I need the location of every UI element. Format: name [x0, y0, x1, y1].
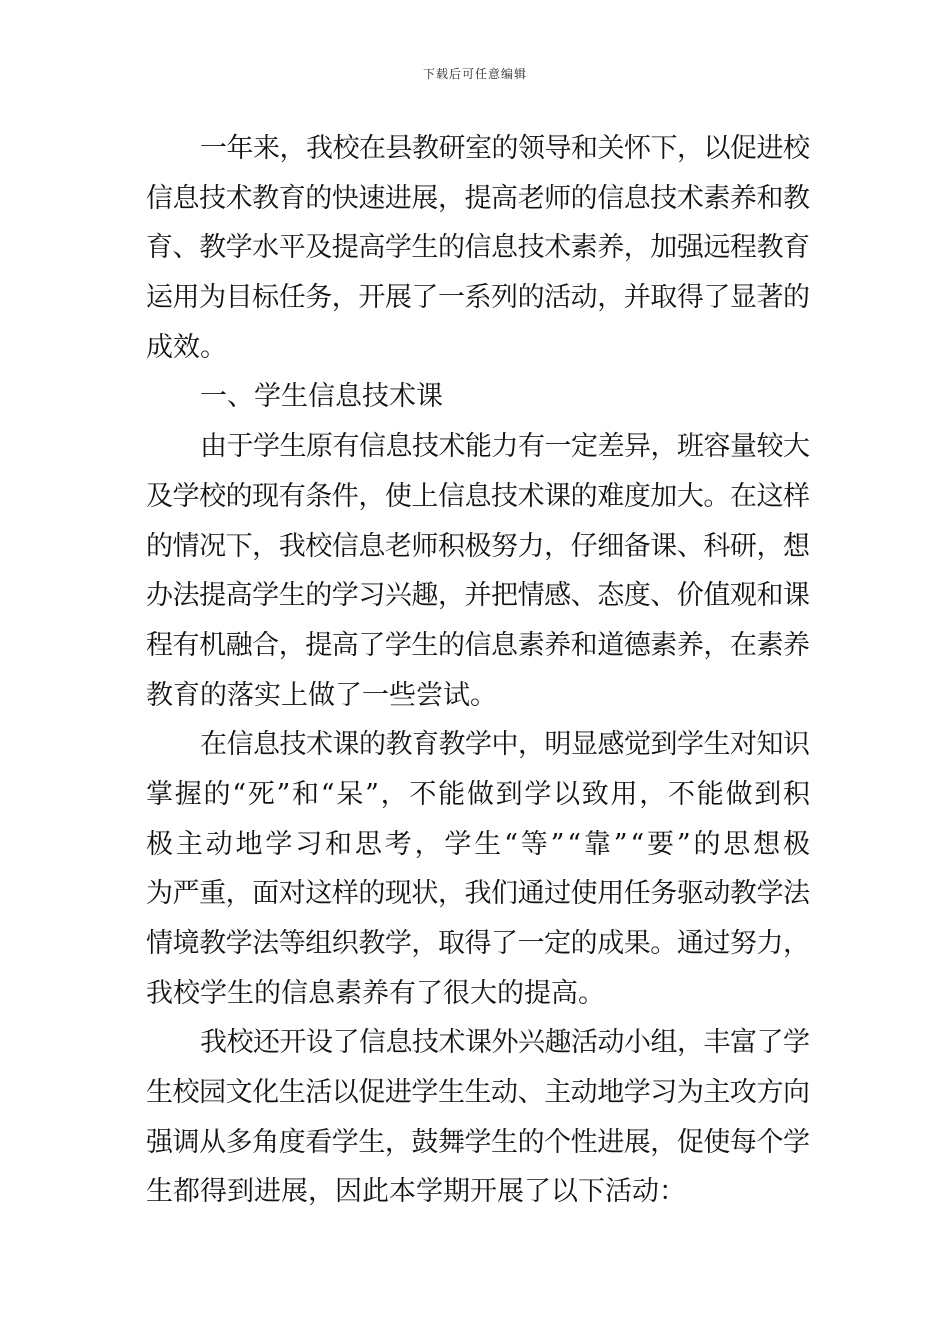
text-line: 一年来，我校在县教研室的领导和关怀下，以促进校: [200, 133, 810, 164]
text-line: 成效。: [146, 331, 227, 363]
text-line: 由于学生原有信息技术能力有一定差异，班容量较大: [200, 431, 810, 463]
text-line: 在信息技术课的教育教学中，明显感觉到学生对知识: [200, 729, 810, 761]
text-line: 信息技术教育的快速进展，提高老师的信息技术素养和教: [146, 182, 810, 214]
text-line: 我校还开设了信息技术课外兴趣活动小组，丰富了学: [200, 1027, 810, 1059]
text-line: 教育的落实上做了一些尝试。: [146, 679, 497, 711]
text-line: 生都得到进展，因此本学期开展了以下活动：: [146, 1176, 686, 1208]
text-line: 运用为目标任务，开展了一系列的活动，并取得了显著的: [146, 282, 810, 314]
text-line: 为严重，面对这样的现状，我们通过使用任务驱动教学法: [146, 878, 810, 910]
text-line: 极主动地学习和思考，学生“等”“靠”“要”的思想极: [146, 828, 813, 860]
body-text: [146, 124, 813, 1217]
text-line: 育、教学水平及提高学生的信息技术素养，加强远程教育: [146, 232, 810, 264]
text-line: 生校园文化生活以促进学生生动、主动地学习为主攻方向: [146, 1077, 810, 1109]
text-line: 情境教学法等组织教学，取得了一定的成果。通过努力，: [146, 928, 810, 959]
text-line: 办法提高学生的学习兴趣，并把情感、态度、价值观和课: [146, 580, 810, 612]
text-line: 的情况下，我校信息老师积极努力，仔细备课、科研，想: [146, 530, 810, 562]
text-line: 一、学生信息技术课: [200, 381, 443, 413]
text-line: 掌握的“死”和“呆”，不能做到学以致用，不能做到积: [146, 778, 812, 810]
text-line: 及学校的现有条件，使上信息技术课的难度加大。在这样: [146, 480, 810, 512]
text-line: 强调从多角度看学生，鼓舞学生的个性进展，促使每个学: [146, 1126, 810, 1158]
page-header: 下载后可任意编辑: [422, 67, 527, 81]
text-line: 程有机融合，提高了学生的信息素养和道德素养，在素养: [146, 629, 810, 661]
text-line: 我校学生的信息素养有了很大的提高。: [146, 977, 605, 1009]
